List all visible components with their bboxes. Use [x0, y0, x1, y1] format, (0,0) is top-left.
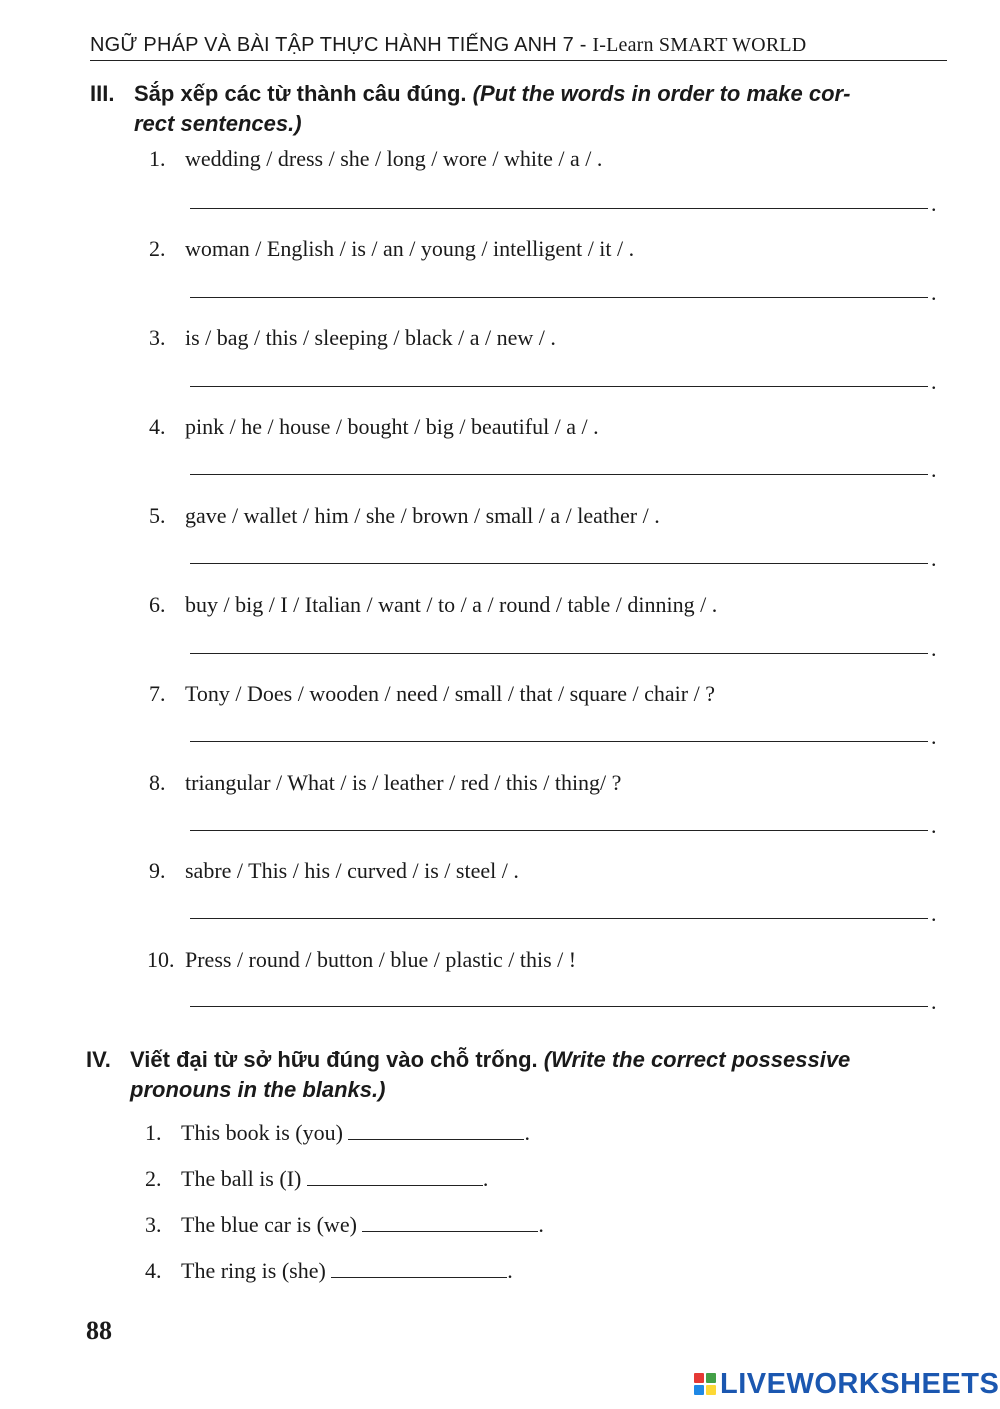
s3-item-number: 3. — [149, 325, 166, 350]
section-3-title-vi: Sắp xếp các từ thành câu đúng. — [134, 81, 467, 106]
s3-item-number: 9. — [149, 858, 166, 883]
s3-item — [149, 858, 519, 884]
s4-item-end: . — [507, 1258, 513, 1283]
s3-line-end: . — [931, 457, 937, 482]
s3-answer-line[interactable] — [190, 474, 928, 475]
s3-line-end: . — [931, 369, 937, 394]
s4-item-number: 4. — [145, 1258, 162, 1283]
s3-item-text: sabre / This / his / curved / is / steel / . — [185, 858, 519, 883]
s3-item-text: woman / English / is / an / young / intelligent / it / . — [185, 236, 635, 261]
s4-item-end: . — [482, 1166, 489, 1191]
s3-answer-line[interactable] — [190, 741, 928, 742]
s3-answer-line[interactable] — [190, 208, 928, 209]
s3-item-number: 10. — [147, 947, 175, 972]
liveworksheets-logo-text: LIVEWORKSHEETS — [720, 1367, 1000, 1400]
s4-item-number: 1. — [145, 1120, 162, 1145]
s3-answer-line[interactable] — [190, 830, 928, 831]
s3-line-end: . — [931, 989, 937, 1014]
s3-item-text: Press / round / button / blue / plastic / this / ! — [185, 947, 577, 972]
s3-item — [147, 947, 576, 973]
liveworksheets-logo-icon — [694, 1373, 716, 1395]
s4-item — [145, 1212, 544, 1238]
s3-answer-line[interactable] — [190, 563, 928, 564]
s3-answer-line[interactable] — [190, 653, 928, 654]
s3-item — [149, 770, 621, 796]
s3-item-text: buy / big / I / Italian / want / to / a / round / table / dinning / . — [185, 592, 718, 617]
s4-blank[interactable] — [331, 1259, 507, 1278]
s4-blank[interactable] — [307, 1167, 483, 1186]
s4-item-end: . — [538, 1212, 544, 1237]
header-title: NGỮ PHÁP VÀ BÀI TẬP THỰC HÀNH TIẾNG ANH 7 - — [90, 34, 593, 56]
s4-item-text: The ball is (I) — [181, 1166, 302, 1191]
s3-line-end: . — [931, 724, 937, 749]
s3-line-end: . — [931, 191, 937, 216]
s3-line-end: . — [931, 280, 937, 305]
logo-square-icon — [706, 1385, 716, 1395]
section-4-title — [86, 1045, 966, 1105]
s3-item — [149, 414, 599, 440]
logo-square-icon — [706, 1373, 716, 1383]
s3-item — [149, 503, 660, 529]
logo-square-icon — [694, 1385, 704, 1395]
s3-item-text: gave / wallet / him / she / brown / small / a / leather / . — [185, 503, 660, 528]
s3-line-end: . — [931, 813, 937, 838]
logo-square-icon — [694, 1373, 704, 1383]
section-3-title — [90, 79, 960, 139]
s3-item-number: 8. — [149, 770, 166, 795]
s3-item — [149, 592, 717, 618]
s3-answer-line[interactable] — [190, 386, 928, 387]
s3-item-text: wedding / dress / she / long / wore / white / a / . — [185, 146, 603, 171]
section-4-title-en-2: pronouns in the blanks.) — [130, 1077, 386, 1102]
section-4-title-en-1: (Write the correct possessive — [543, 1047, 851, 1072]
s3-item-text: pink / he / house / bought / big / beautiful / a / . — [185, 414, 599, 439]
s3-item-number: 7. — [149, 681, 166, 706]
section-3-number: III. — [90, 81, 115, 106]
s4-item-number: 3. — [145, 1212, 162, 1237]
s3-item — [149, 681, 715, 707]
s3-line-end: . — [931, 636, 937, 661]
s3-answer-line[interactable] — [190, 297, 928, 298]
s3-item-number: 1. — [149, 146, 166, 171]
section-4-title-vi: Viết đại từ sở hữu đúng vào chỗ trống. — [130, 1047, 538, 1072]
s4-item-text: This book is (you) — [181, 1120, 343, 1145]
s3-item-number: 2. — [149, 236, 166, 261]
s3-line-end: . — [931, 546, 937, 571]
s4-blank[interactable] — [348, 1121, 524, 1140]
section-4-number: IV. — [86, 1047, 111, 1072]
page-number: 88 — [86, 1316, 112, 1345]
s4-item-text: The ring is (she) — [181, 1258, 326, 1283]
s4-item — [145, 1258, 513, 1284]
s3-item-number: 4. — [149, 414, 166, 439]
s3-item — [149, 236, 634, 262]
s4-item — [145, 1120, 530, 1146]
running-header — [90, 34, 947, 61]
s4-item — [145, 1166, 488, 1192]
s3-item-number: 5. — [149, 503, 166, 528]
s3-item — [149, 146, 602, 172]
s3-item-text: triangular / What / is / leather / red / this / thing/ ? — [185, 770, 622, 795]
header-series: I-Learn SMART WORLD — [592, 34, 807, 56]
s4-item-end: . — [524, 1120, 530, 1145]
s3-item — [149, 325, 556, 351]
s3-item-number: 6. — [149, 592, 166, 617]
s3-answer-line[interactable] — [190, 1006, 928, 1007]
s3-item-text: Tony / Does / wooden / need / small / that / square / chair / ? — [185, 681, 715, 706]
s4-item-number: 2. — [145, 1166, 162, 1191]
s3-answer-line[interactable] — [190, 918, 928, 919]
s4-item-text: The blue car is (we) — [181, 1212, 357, 1237]
section-3-title-en-1: (Put the words in order to make cor- — [472, 81, 851, 106]
s3-line-end: . — [931, 901, 937, 926]
s4-blank[interactable] — [362, 1213, 538, 1232]
s3-item-text: is / bag / this / sleeping / black / a / new / . — [185, 325, 556, 350]
liveworksheets-logo[interactable] — [694, 1366, 999, 1402]
section-3-title-en-2: rect sentences.) — [134, 111, 302, 136]
